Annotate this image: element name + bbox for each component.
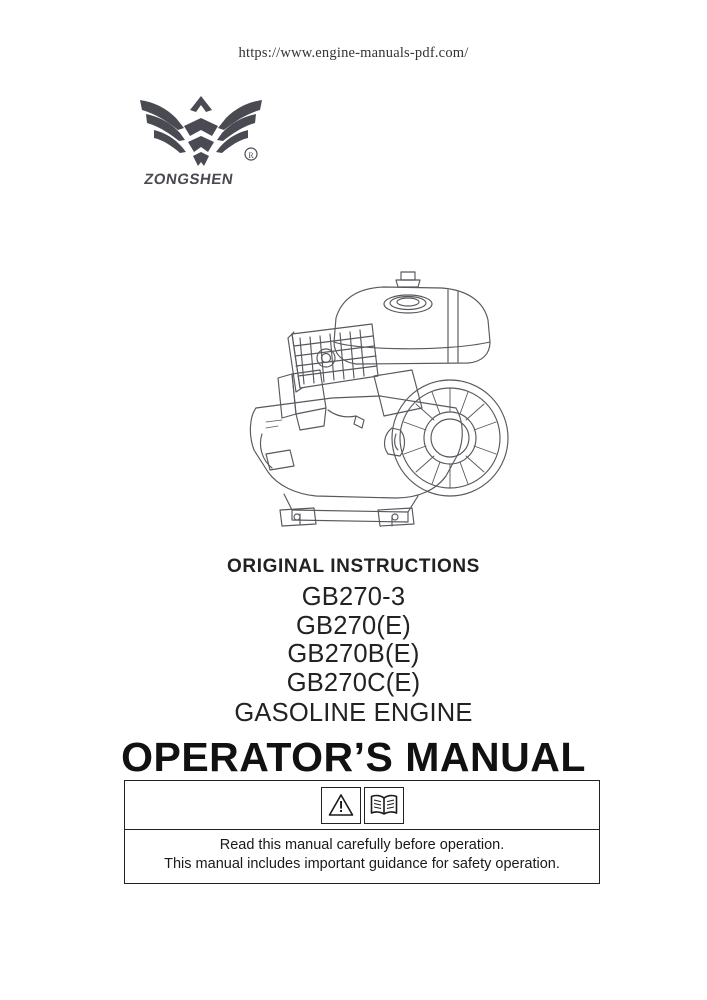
model-name-1: GB270-3: [301, 583, 406, 611]
warning-triangle-icon: [328, 793, 354, 817]
open-book-icon: [369, 793, 399, 817]
brand-logo: [136, 92, 266, 197]
notice-line-1: Read this manual carefully before operation.: [219, 837, 505, 853]
warning-triangle-icon-cell: [321, 787, 361, 824]
model-name-4: GB270C(E): [286, 668, 421, 697]
zongshen-wings-logo-icon: [136, 92, 266, 197]
notice-line-2: This manual includes important guidance for safety operation.: [164, 856, 560, 872]
engine-illustration: [196, 258, 516, 548]
notice-icon-row: [125, 781, 599, 830]
page-title: OPERATOR’S MANUAL: [121, 734, 586, 780]
registered-mark-icon: [245, 148, 257, 160]
notice-text: [125, 830, 599, 883]
svg-text:R: R: [248, 151, 254, 160]
open-book-icon-cell: [364, 787, 404, 824]
safety-notice-box: [124, 780, 600, 884]
cover-titles: [0, 556, 707, 781]
gasoline-engine-line-drawing: [196, 258, 516, 548]
model-name-3: GB270B(E): [287, 640, 420, 668]
brand-wordmark: [143, 171, 234, 188]
svg-text:ZONGSHEN: ZONGSHEN: [143, 171, 235, 188]
model-name-2: GB270(E): [296, 611, 411, 640]
original-instructions-heading: ORIGINAL INSTRUCTIONS: [227, 556, 480, 577]
engine-type-heading: GASOLINE ENGINE: [234, 699, 473, 727]
source-url-text: https://www.engine-manuals-pdf.com/: [238, 45, 469, 61]
